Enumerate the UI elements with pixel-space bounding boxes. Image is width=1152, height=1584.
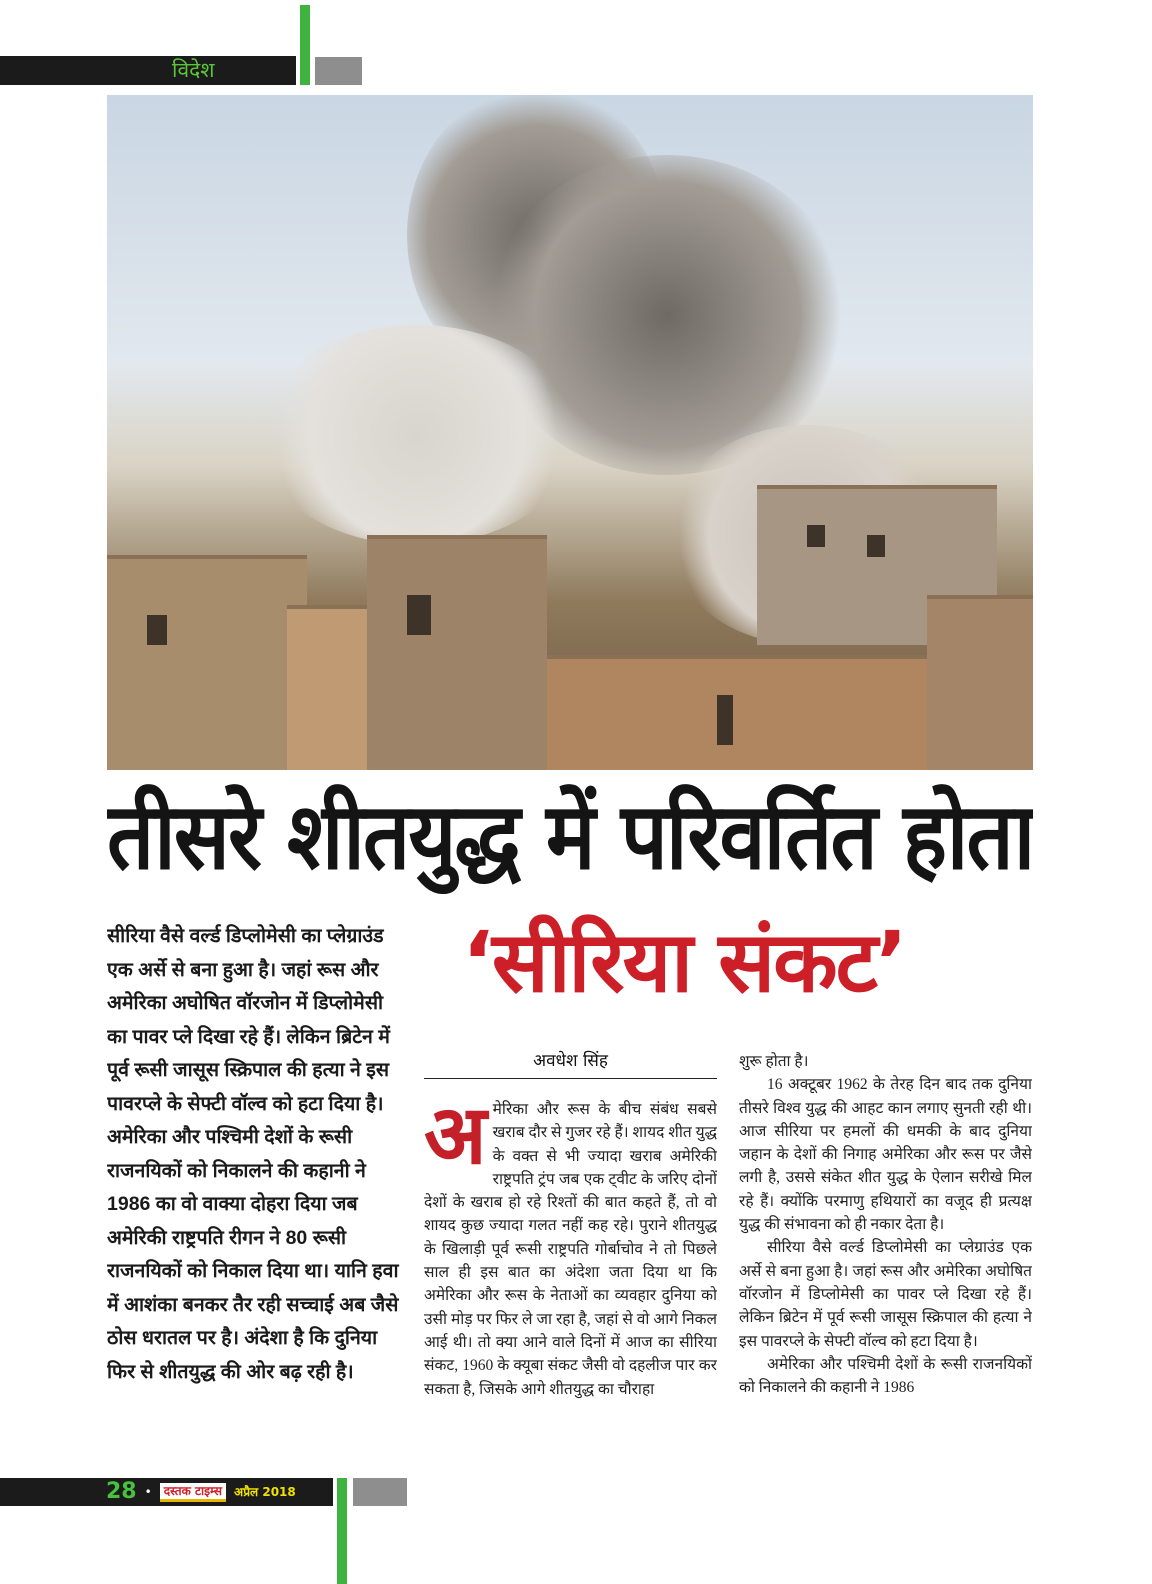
page-number: 28 [106, 1479, 137, 1504]
article-photo [107, 95, 1033, 770]
author-byline: अवधेश सिंह [424, 1050, 717, 1079]
paragraph: सीरिया वैसे वर्ल्ड डिप्लोमेसी का प्लेग्राउंड एक अर्से से बना हुआ है। जहां रूस और अमेरिका अघोषित वॉरजोन में डिप्लोमेसी का पावर प्ले दिखा रहे हैं। लेकिन ब्रिटेन में पूर्व रूसी जासूस स्क्रिपाल की हत्या ने इस पावरप्ले के सेफ्टी वॉल्व को हटा दिया है। [739, 1239, 1032, 1350]
green-divider [300, 5, 310, 85]
issue-date: अप्रैल 2018 [234, 1485, 296, 1499]
paragraph: 16 अक्टूबर 1962 के तेरह दिन बाद तक दुनिया तीसरे विश्व युद्ध की आहट कान लगाए सुनती रही थी। आज सीरिया पर हमलों की धमकी के बाद दुनिया जहान के देशों की निगाह अमेरिका और रूस पर जैसे लगी है, उससे संकेत शीत युद्ध के ऐलान सरीखे मिल रहे हैं। क्योंकि परमाणु हथियारों का वजूद ही प्रत्यक्ष युद्ध की संभावना को ही नकार देता है। [739, 1076, 1032, 1234]
sidebar-summary: सीरिया वैसे वर्ल्ड डिप्लोमेसी का प्लेग्राउंड एक अर्से से बना हुआ है। जहां रूस और अमेरिका अघोषित वॉरजोन में डिप्लोमेसी का पावर प्ले दिखा रहे हैं। लेकिन ब्रिटेन में पूर्व रूसी जासूस स्क्रिपाल की हत्या ने इस पावरप्ले के सेफ्टी वॉल्व को हटा दिया है। अमेरिका और पश्चिमी देशों के रूसी राजनयिकों को निकालने की कहानी ने 1986 का वो वाक्या दोहरा दिया जब अमेरिकी राष्ट्रपति रीगन ने 80 रूसी राजनयिकों को निकाल दिया था। यानि हवा में आशंका बनकर तैर रही सच्चाई अब जैसे ठोस धरातल पर है। अंदेशा है कि दुनिया फिर से शीतयुद्ध की ओर बढ़ रही है। [107, 925, 399, 1383]
drop-cap: अ [424, 1098, 487, 1183]
paragraph: अमेरिका और पश्चिमी देशों के रूसी राजनयिकों को निकालने की कहानी ने 1986 [739, 1355, 1032, 1397]
gray-block [353, 1478, 407, 1506]
green-divider [337, 1478, 347, 1584]
headline-line-1: तीसरे शीतयुद्ध में परिवर्तित होता [107, 783, 1033, 890]
headline-line-2: ‘सीरिया संकट’ [462, 913, 906, 1011]
article-column-2 [739, 1050, 1032, 1470]
magazine-logo: दस्तक टाइम्स [160, 1483, 226, 1502]
paragraph: शुरू होता है। [739, 1053, 809, 1070]
headline-line-1-box [107, 782, 1033, 894]
column-1-text: मेरिका और रूस के बीच संबंध सबसे खराब दौर से गुजर रहे हैं। शायद शीत युद्ध के वक्त से भी ज्यादा खराब अमेरिकी राष्ट्रपति ट्रंप जब एक ट्वीट के जरिए दोनों देशों के खराब हो रहे रिश्तों की बात कहते हैं, तो वो शायद कुछ ज्यादा गलत नहीं कह रहे। पुराने शीतयुद्ध के खिलाड़ी पूर्व रूसी राष्ट्रपति गोर्बाचोव ने तो पिछले साल ही इस बात का अंदेशा जता दिया था कि अमेरिका और रूस के नेताओं का व्यवहार दुनिया को उसी मोड़ पर फिर ले जा रहा है, जहां से वो आगे निकल आई थी। तो क्या आने वाले दिनों में आज का सीरिया संकट, 1960 के क्यूबा संकट जैसी वो दहलीज पार कर सकता है, जिसके आगे शीतयुद्ध का चौराहा [424, 1101, 717, 1398]
bullet-separator: • [144, 1485, 152, 1499]
section-bar [0, 56, 296, 85]
headline-line-2-box [462, 912, 1022, 1016]
section-label: विदेश [172, 58, 215, 82]
article-column-1 [424, 1098, 717, 1470]
gray-block [315, 57, 362, 85]
footer-info [106, 1478, 296, 1506]
